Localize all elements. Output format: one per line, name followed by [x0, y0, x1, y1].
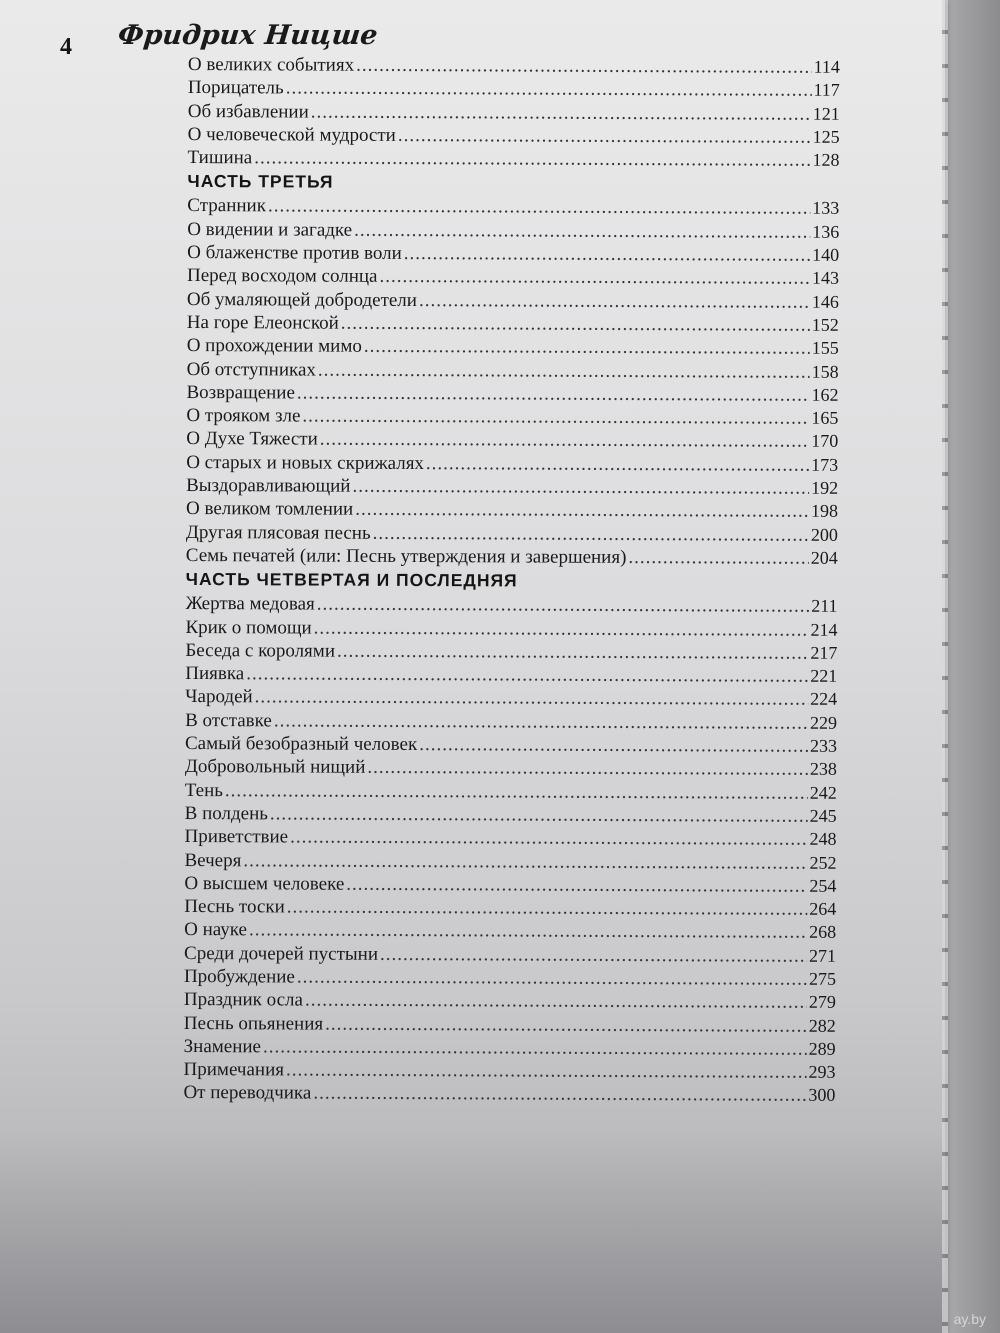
toc-entry-title: О человеческой мудрости: [187, 123, 396, 146]
toc-entry: [185, 802, 837, 828]
dot-leader: [379, 265, 810, 290]
toc-entry-title: Знамение: [183, 1035, 262, 1058]
dot-leader: [311, 100, 811, 125]
toc-entry-title: Порицатель: [187, 77, 284, 99]
toc-entry-page: 200: [810, 524, 838, 545]
toc-entry-page: 224: [810, 689, 838, 710]
dot-leader: [404, 242, 810, 267]
toc-entry-title: О трояком зле: [186, 405, 301, 427]
toc-entry-page: 114: [813, 56, 840, 77]
toc-entry-page: 143: [811, 268, 840, 289]
toc-entry: [187, 194, 839, 220]
toc-entry-title: Чародей: [185, 686, 253, 708]
toc-entry-title: В полдень: [184, 802, 268, 825]
dot-leader: [255, 686, 809, 712]
dot-leader: [270, 802, 808, 828]
dot-leader: [419, 289, 810, 314]
toc-entry: [184, 1035, 836, 1061]
toc-entry-title: Среди дочерей пустыни: [184, 942, 379, 965]
toc-entry-title: В отставке: [185, 709, 272, 732]
page-shadow: [0, 1130, 945, 1333]
toc-entry: [184, 872, 836, 898]
dot-leader: [313, 1082, 806, 1107]
toc-entry: [186, 474, 838, 500]
toc-entry-page: 146: [811, 291, 839, 312]
toc-entry-page: 214: [810, 619, 838, 640]
toc-entry-page: 198: [810, 501, 839, 522]
toc-entry: [187, 334, 839, 360]
toc-entry: [188, 123, 840, 149]
toc-entry-page: 242: [809, 782, 837, 803]
toc-entry: [185, 662, 837, 688]
toc-entry-title: О науке: [184, 919, 248, 941]
binding-stitch: [942, 0, 948, 1333]
dot-leader: [346, 872, 807, 897]
toc-entry-page: 221: [810, 665, 838, 686]
running-head: Фридрих Ницше: [116, 20, 380, 51]
dot-leader: [225, 779, 808, 805]
toc-entry-page: 170: [811, 431, 839, 452]
toc-entry-page: 162: [811, 384, 839, 405]
dot-leader: [320, 428, 810, 453]
toc-entry-page: 204: [810, 547, 838, 568]
dot-leader: [290, 826, 808, 852]
page-number: 4: [60, 34, 72, 60]
section-heading: ЧАСТЬ ЧЕТВЕРТАЯ И ПОСЛЕДНЯЯ: [185, 569, 518, 591]
section-heading: ЧАСТЬ ТРЕТЬЯ: [187, 171, 334, 193]
toc-entry-page: 245: [809, 805, 837, 826]
toc-entry: [185, 755, 837, 781]
toc-entry: [187, 146, 839, 172]
toc-entry: [186, 521, 838, 547]
toc-entry-title: Выздоравливающий: [186, 475, 351, 497]
toc-entry-page: 282: [808, 1015, 836, 1036]
toc-entry: [184, 942, 836, 968]
toc-entry: [186, 592, 838, 618]
toc-entry-title: Пиявка: [185, 663, 245, 685]
toc-entry-title: Примечания: [183, 1059, 285, 1081]
toc-entry-title: Об избавлении: [187, 100, 309, 123]
dot-leader: [628, 546, 808, 570]
toc-entry: [184, 988, 836, 1014]
toc-entry: [186, 381, 838, 407]
toc-entry: [184, 895, 836, 921]
toc-entry-title: Другая плясовая песнь: [185, 521, 371, 544]
toc-entry-title: На горе Елеонской: [186, 311, 339, 334]
toc-entry-title: Тишина: [187, 147, 253, 169]
toc-entry-title: О блаженстве против воли: [187, 242, 402, 265]
toc-entry-page: 248: [809, 828, 837, 850]
toc-entry: [187, 311, 839, 337]
toc-entry: [186, 427, 838, 453]
dot-leader: [243, 849, 807, 875]
dot-leader: [419, 733, 808, 758]
toc-entry: [185, 779, 837, 805]
toc-entry: [184, 1058, 836, 1084]
toc-entry-page: 275: [808, 968, 837, 989]
toc-entry-page: 229: [810, 712, 838, 733]
toc-entry-title: Песнь тоски: [184, 896, 285, 918]
dot-leader: [274, 709, 808, 735]
toc-entry-page: 254: [809, 875, 837, 896]
toc-entry: [185, 616, 837, 642]
dot-leader: [314, 616, 809, 641]
toc-entry: [186, 544, 838, 570]
dot-leader: [352, 475, 809, 500]
dot-leader: [302, 405, 809, 431]
dot-leader: [249, 919, 807, 945]
toc-entry-title: Приветствие: [184, 826, 289, 848]
dot-leader: [356, 54, 812, 79]
toc-entry-title: О Духе Тяжести: [186, 428, 318, 451]
dot-leader: [246, 662, 808, 688]
toc-entry-page: 279: [808, 991, 836, 1013]
toc-entry-page: 238: [809, 759, 837, 780]
dot-leader: [297, 381, 810, 407]
toc-entry-title: Странник: [187, 195, 267, 217]
toc-entry-page: 271: [809, 945, 837, 966]
dot-leader: [337, 639, 808, 664]
toc-entry: [187, 288, 839, 314]
toc-entry-title: Семь печатей (или: Песнь утверждения и завершения): [185, 544, 627, 568]
toc-entry: [184, 965, 836, 991]
toc-entry: [188, 76, 840, 102]
table-of-contents: [183, 53, 840, 1108]
toc-entry-title: Жертва медовая: [185, 593, 315, 615]
toc-entry: [187, 358, 839, 384]
toc-entry-page: 136: [812, 221, 840, 242]
dot-leader: [398, 124, 811, 149]
toc-entry-title: Самый безобразный человек: [184, 733, 418, 756]
toc-entry: [186, 404, 838, 430]
toc-entry: [185, 639, 837, 665]
dot-leader: [297, 965, 807, 991]
toc-entry-page: 217: [810, 642, 838, 663]
toc-entry-page: 293: [808, 1061, 836, 1083]
toc-entry-title: Песнь опьянения: [183, 1012, 324, 1035]
toc-entry-page: 133: [812, 198, 840, 219]
toc-entry-page: 117: [813, 80, 840, 101]
dot-leader: [317, 593, 810, 618]
toc-entry: [186, 497, 838, 523]
toc-entry-title: От переводчика: [183, 1082, 312, 1105]
toc-entry: [185, 685, 837, 711]
toc-entry-page: 165: [811, 407, 839, 428]
toc-entry: [183, 1081, 835, 1107]
toc-entry: [187, 218, 839, 244]
toc-entry: [184, 1012, 836, 1038]
toc-entry-page: 128: [812, 149, 840, 171]
toc-entry-title: Об отступниках: [186, 358, 316, 381]
toc-entry-page: 252: [809, 852, 837, 873]
dot-leader: [318, 358, 810, 383]
toc-entry-page: 140: [812, 244, 840, 265]
dot-leader: [367, 756, 808, 781]
toc-entry-title: Об умаляющей добродетели: [186, 288, 418, 311]
toc-entry-title: Праздник осла: [183, 989, 304, 1011]
dot-leader: [355, 498, 809, 523]
toc-entry: [187, 264, 839, 290]
dot-leader: [286, 77, 812, 103]
toc-entry-page: 152: [811, 314, 839, 335]
toc-entry: [188, 53, 840, 79]
dot-leader: [354, 219, 810, 244]
toc-entry-page: 158: [811, 361, 839, 382]
toc-entry-title: О великих событиях: [187, 53, 355, 76]
toc-entry: [187, 241, 839, 267]
watermark: ay.by: [953, 1311, 986, 1327]
toc-entry-page: 121: [812, 103, 840, 124]
dot-leader: [341, 312, 810, 337]
toc-entry-title: О старых и новых скрижалях: [186, 451, 425, 474]
toc-entry-title: Добровольный нищий: [184, 756, 366, 779]
toc-entry-page: 192: [811, 477, 839, 498]
toc-entry-page: 268: [809, 922, 837, 943]
dot-leader: [325, 1012, 807, 1037]
toc-entry-title: О прохождении мимо: [186, 335, 362, 358]
toc-entry-title: О высшем человеке: [184, 872, 345, 895]
dot-leader: [263, 1035, 807, 1061]
toc-entry: [188, 100, 840, 126]
dot-leader: [268, 195, 810, 221]
toc-entry-title: Пробуждение: [183, 965, 295, 988]
toc-entry-page: 125: [812, 126, 840, 147]
toc-entry: [185, 825, 837, 851]
toc-entry: [184, 918, 836, 944]
toc-entry: [185, 709, 837, 735]
toc-entry-title: Перед восходом солнца: [186, 265, 378, 288]
dot-leader: [364, 335, 810, 360]
toc-entry-page: 289: [808, 1038, 836, 1059]
dot-leader: [287, 896, 808, 922]
toc-entry-title: Возвращение: [186, 381, 295, 404]
dot-leader: [305, 989, 807, 1014]
toc-entry: [186, 451, 838, 477]
dot-leader: [254, 146, 810, 172]
toc-entry: [184, 848, 836, 874]
dot-leader: [380, 943, 807, 968]
toc-entry-title: Беседа с королями: [185, 639, 336, 662]
toc-entry-title: Крик о помощи: [185, 616, 312, 639]
toc-entry: [185, 732, 837, 758]
toc-entry-page: 300: [808, 1085, 836, 1106]
dot-leader: [286, 1059, 807, 1085]
toc-entry-title: О видении и загадке: [187, 218, 353, 241]
toc-entry-page: 264: [809, 898, 837, 919]
toc-entry-title: О великом томлении: [185, 498, 354, 521]
dot-leader: [426, 452, 809, 477]
toc-entry-title: Тень: [184, 779, 223, 801]
dot-leader: [373, 521, 809, 546]
toc-entry-title: Вечеря: [184, 849, 242, 871]
toc-entry-page: 211: [811, 595, 838, 617]
toc-entry-page: 173: [811, 454, 839, 475]
toc-entry-page: 155: [811, 337, 839, 359]
toc-entry-page: 233: [809, 735, 838, 756]
